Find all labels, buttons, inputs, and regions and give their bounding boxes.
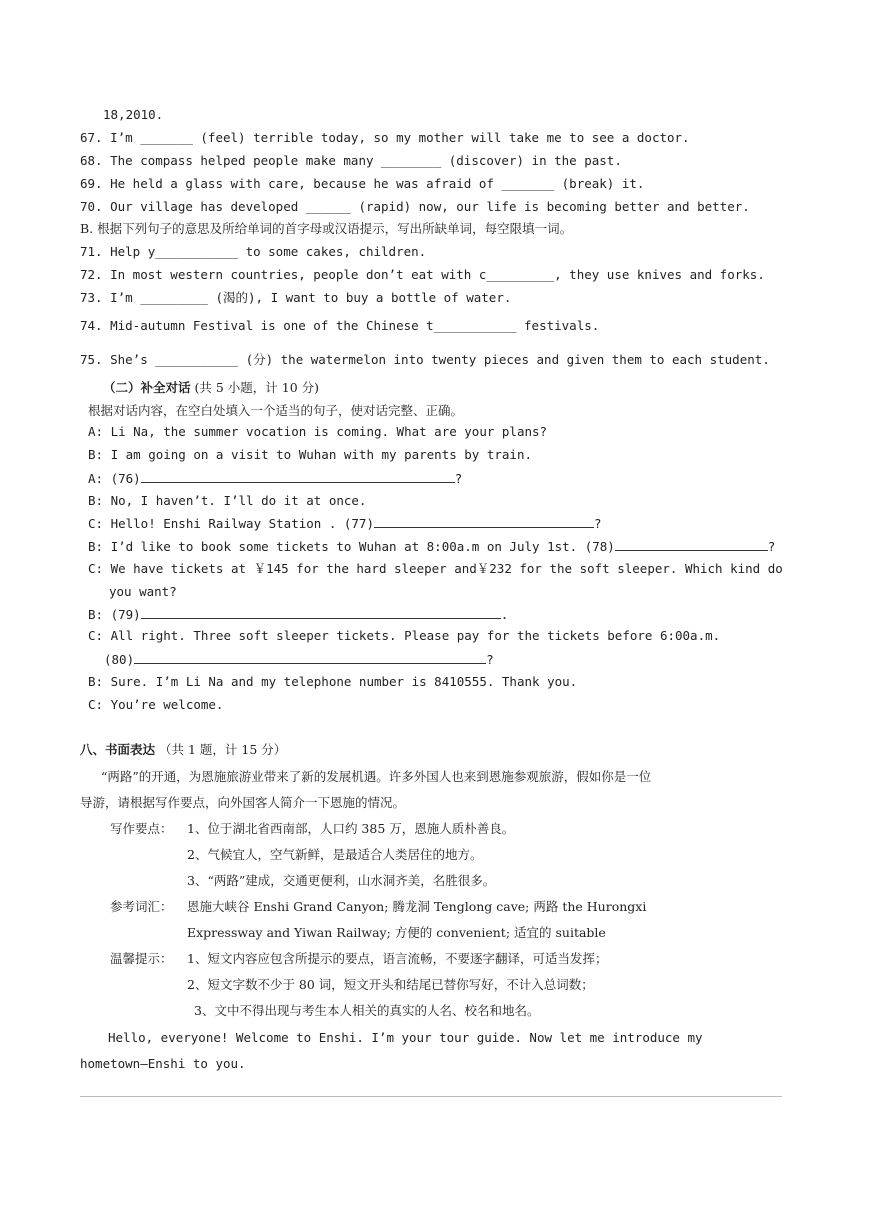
writing-point-3: 3、“两路”建成，交通更便利，山水洞齐美，名胜很多。 bbox=[187, 873, 496, 888]
dialogue-line-1: A: Li Na, the summer vocation is coming. What are your plans? bbox=[88, 424, 548, 439]
dialogue-label-79: B: (79) bbox=[88, 607, 141, 622]
dialogue-label-77: C: Hello! Enshi Railway Station . (77) bbox=[88, 516, 374, 531]
dialogue-punct-78: ? bbox=[767, 539, 776, 554]
dialogue-label-80: (80) bbox=[104, 652, 135, 667]
answer-blank-76[interactable] bbox=[141, 470, 455, 483]
dialogue-line-11: B: Sure. I’m Li Na and my telephone number is 8410555. Thank you. bbox=[88, 674, 578, 689]
dialogue-heading-score: (共 5 小题，计 10 分) bbox=[194, 380, 320, 395]
dialogue-line-6 bbox=[88, 538, 775, 555]
dialogue-line-7: C: We have tickets at ￥145 for the hard sleeper and￥232 for the soft sleeper. Which kind do bbox=[88, 561, 783, 576]
question-73: 73. I’m _________ (渴的), I want to buy a bottle of water. bbox=[80, 290, 512, 305]
writing-heading-score: （共 1 题，计 15 分） bbox=[159, 742, 287, 757]
writing-vocab-line-1: 恩施大峡谷 Enshi Grand Canyon; 腾龙洞 Tenglong cave; 两路 the Hurongxi bbox=[187, 899, 647, 914]
date-line: 18,2010. bbox=[103, 107, 164, 122]
writing-heading-title: 八、书面表达 bbox=[80, 742, 156, 757]
writing-tips-label: 温馨提示： bbox=[110, 951, 173, 966]
dialogue-line-9: C: All right. Three soft sleeper tickets. Please pay for the tickets before 6:00a.m. bbox=[88, 628, 721, 643]
dialogue-punct-76: ? bbox=[454, 471, 463, 486]
question-75: 75. She’s ___________ (分) the watermelon into twenty pieces and given them to each student. bbox=[80, 352, 770, 367]
dialogue-line-12: C: You’re welcome. bbox=[88, 697, 224, 712]
dialogue-line-3 bbox=[88, 470, 462, 487]
writing-vocab-label: 参考词汇： bbox=[110, 899, 173, 914]
dialogue-label-78: B: I’d like to book some tickets to Wuhan at 8:00a.m on July 1st. (78) bbox=[88, 539, 615, 554]
dialogue-heading bbox=[103, 380, 319, 396]
question-67: 67. I’m _______ (feel) terrible today, so my mother will take me to see a doctor. bbox=[80, 130, 690, 145]
question-71: 71. Help y___________ to some cakes, children. bbox=[80, 244, 427, 259]
writing-tip-2: 2、短文字数不少于 80 词，短文开头和结尾已替你写好，不计入总词数； bbox=[187, 977, 594, 992]
dialogue-label-76: A: (76) bbox=[88, 471, 141, 486]
writing-vocab-line-2: Expressway and Yiwan Railway; 方便的 convenient; 适宜的 suitable bbox=[187, 925, 606, 940]
answer-writing-line[interactable] bbox=[80, 1096, 782, 1097]
writing-point-2: 2、气候宜人，空气新鲜，是最适合人类居住的地方。 bbox=[187, 847, 483, 862]
dialogue-line-10 bbox=[104, 651, 494, 668]
answer-blank-77[interactable] bbox=[374, 515, 594, 528]
answer-blank-80[interactable] bbox=[134, 651, 486, 664]
dialogue-line-8 bbox=[88, 606, 508, 623]
writing-tip-3: 3、文中不得出现与考生本人相关的真实的人名、校名和地名。 bbox=[194, 1003, 540, 1018]
dialogue-line-5 bbox=[88, 515, 602, 532]
dialogue-line-2: B: I am going on a visit to Wuhan with my parents by train. bbox=[88, 447, 533, 462]
dialogue-heading-title: （二）补全对话 bbox=[103, 380, 191, 395]
question-74: 74. Mid-autumn Festival is one of the Chinese t___________ festivals. bbox=[80, 318, 600, 333]
question-68: 68. The compass helped people make many ________ (discover) in the past. bbox=[80, 153, 622, 168]
writing-point-1: 1、位于湖北省西南部，人口约 385 万，恩施人质朴善良。 bbox=[187, 821, 515, 836]
section-b-instruction: B. 根据下列句子的意思及所给单词的首字母或汉语提示，写出所缺单词，每空限填一词。 bbox=[80, 221, 573, 236]
writing-points-label: 写作要点： bbox=[110, 821, 173, 836]
question-72: 72. In most western countries, people don’t eat with c_________, they use knives and forks. bbox=[80, 267, 765, 282]
writing-intro-line-1: “两路”的开通，为恩施旅游业带来了新的发展机遇。许多外国人也来到恩施参观旅游，假如你是一位 bbox=[101, 769, 652, 784]
writing-tip-1: 1、短文内容应包含所提示的要点，语言流畅，不要逐字翻译，可适当发挥； bbox=[187, 951, 608, 966]
dialogue-line-7-cont: you want? bbox=[109, 584, 177, 599]
dialogue-instruction: 根据对话内容，在空白处填入一个适当的句子，使对话完整、正确。 bbox=[88, 403, 464, 418]
dialogue-line-4: B: No, I haven’t. I’ll do it at once. bbox=[88, 493, 367, 508]
writing-intro-line-2: 导游，请根据写作要点，向外国客人简介一下恩施的情况。 bbox=[80, 795, 406, 810]
dialogue-punct-80: ? bbox=[486, 652, 494, 667]
essay-opening-line-2: hometown—Enshi to you. bbox=[80, 1056, 246, 1071]
essay-opening-line-1: Hello, everyone! Welcome to Enshi. I’m your tour guide. Now let me introduce my bbox=[108, 1030, 703, 1045]
dialogue-punct-79: . bbox=[500, 607, 509, 622]
answer-blank-79[interactable] bbox=[141, 606, 501, 619]
answer-blank-78[interactable] bbox=[615, 538, 768, 551]
dialogue-punct-77: ? bbox=[593, 516, 602, 531]
question-70: 70. Our village has developed ______ (rapid) now, our life is becoming better and better. bbox=[80, 199, 750, 214]
question-69: 69. He held a glass with care, because he was afraid of _______ (break) it. bbox=[80, 176, 645, 191]
writing-heading bbox=[80, 742, 286, 758]
